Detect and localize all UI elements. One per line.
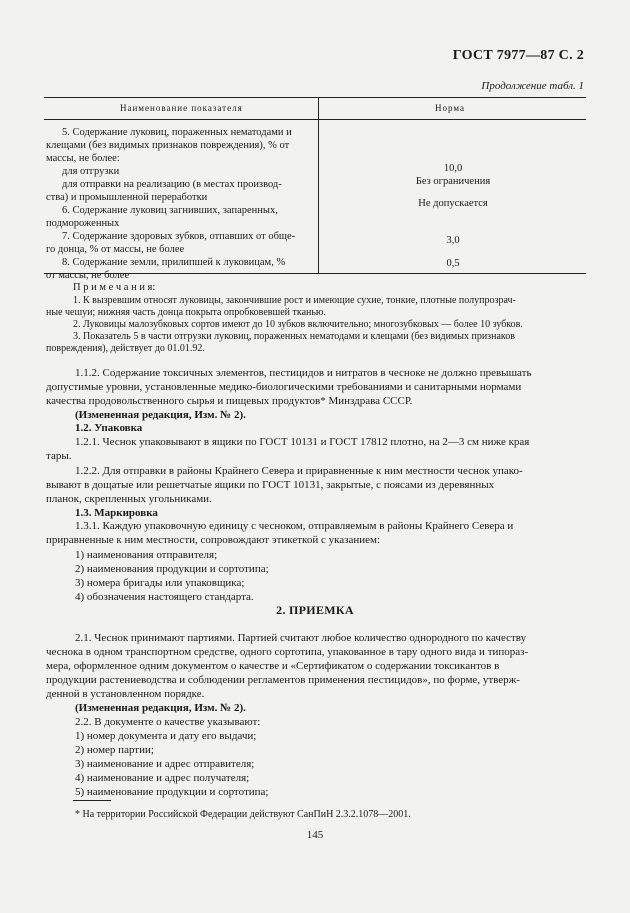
table-row-indicator: от массы, не более <box>46 270 130 281</box>
table-row-indicator: клещами (без видимых признаков повреждения), % от <box>46 140 290 151</box>
table-header-indicator: Наименование показателя <box>120 103 243 113</box>
table-continuation-caption: Продолжение табл. 1 <box>481 80 584 92</box>
note-line: 1. К вызревшим относят луковицы, закончившие рост и имеющие сухие, тонкие, плотные полупрозрач- <box>73 295 516 306</box>
edition-note: (Измененная редакция, Изм. № 2). <box>75 702 246 714</box>
footnote: * На территории Российской Федерации действуют СанПиН 2.3.2.1078—2001. <box>75 809 411 820</box>
table-row-indicator: для отправки на реализацию (в местах производ- <box>62 179 282 190</box>
paragraph-line: 1.1.2. Содержание токсичных элементов, пестицидов и нитратов в чесноке не должно превышать <box>75 367 532 379</box>
table-row-norm: Без ограничения <box>415 176 491 187</box>
table-row-indicator: 6. Содержание луковиц загнивших, запаренных, <box>62 205 278 216</box>
table-column-divider <box>318 97 319 273</box>
table-row-indicator: для отгрузки <box>62 166 120 177</box>
paragraph-line: 2.1. Чеснок принимают партиями. Партией считают любое количество однородного по качеству <box>75 632 527 644</box>
table-row-norm: Не допускается <box>418 198 488 209</box>
paragraph-line: 1.3.1. Каждую упаковочную единицу с чесноком, отправляемым в районы Крайнего Севера и <box>75 520 514 532</box>
paragraph-line: приравненные к ним местности, сопровождают этикеткой с указанием: <box>46 534 381 546</box>
table-bottom-rule <box>44 273 586 274</box>
paragraph-line: качества продовольственного сырья и пищевых продуктов* Минздрава СССР. <box>46 395 413 407</box>
paragraph-line: мера, оформленное одним документом о качестве и «Сертификатом о содержании токсикантов в <box>46 660 500 672</box>
list-item: 4) обозначения настоящего стандарта. <box>75 591 254 603</box>
paragraph-line: допустимые уровни, установленные медико-биологическими требованиями и санитарными нормами <box>46 381 522 393</box>
paragraph-line: денной в установленном порядке. <box>46 688 205 700</box>
note-line: повреждения), действует до 01.01.92. <box>46 343 205 354</box>
notes-heading: П р и м е ч а н и я: <box>73 282 156 293</box>
list-item: 3) номера бригады или упаковщика; <box>75 577 245 589</box>
section-title-acceptance: 2. ПРИЕМКА <box>276 603 354 617</box>
paragraph-line: тары. <box>46 450 72 462</box>
page-header-title: ГОСТ 7977—87 С. 2 <box>452 48 584 63</box>
table-row-indicator: 5. Содержание луковиц, пораженных нематодами и <box>62 127 292 138</box>
edition-note: (Измененная редакция, Изм. № 2). <box>75 409 246 421</box>
table-row-indicator: 7. Содержание здоровых зубков, отпавших от обще- <box>62 231 296 242</box>
subsection-heading-packaging: 1.2. Упаковка <box>75 422 143 434</box>
table-row-indicator: 8. Содержание земли, прилипшей к луковицам, % <box>62 257 286 268</box>
list-item: 2) номер партии; <box>75 744 154 756</box>
note-line: ные чешуи; нижняя часть донца покрыта опробковевшей тканью. <box>46 307 326 318</box>
table-row-indicator: го донца, % от массы, не более <box>46 244 185 255</box>
list-item: 4) наименование и адрес получателя; <box>75 772 250 784</box>
table-row-indicator: подмороженных <box>46 218 120 229</box>
list-item: 2) наименования продукции и сортотипа; <box>75 563 269 575</box>
paragraph-line: 1.2.1. Чеснок упаковывают в ящики по ГОСТ 10131 и ГОСТ 17812 плотно, на 2—3 см ниже края <box>75 436 530 448</box>
note-line: 2. Луковицы малозубковых сортов имеют до 10 зубков включительно; многозубковых — более 10 зубков. <box>73 319 523 330</box>
page-number: 145 <box>306 829 324 841</box>
list-item: 5) наименование продукции и сортотипа; <box>75 786 269 798</box>
list-item: 1) наименования отправителя; <box>75 549 218 561</box>
table-row-norm: 0,5 <box>446 258 460 269</box>
table-header-rule <box>44 119 586 120</box>
table-top-rule <box>44 97 586 98</box>
paragraph-line: чеснока в одном транспортном средстве, одного сортотипа, упакованное в тару одного вида и типораз- <box>46 646 529 658</box>
footnote-rule <box>73 800 111 801</box>
table-header-norm: Норма <box>435 103 465 113</box>
paragraph-line: 2.2. В документе о качестве указывают: <box>75 716 261 728</box>
subsection-heading-marking: 1.3. Маркировка <box>75 507 158 519</box>
list-item: 1) номер документа и дату его выдачи; <box>75 730 257 742</box>
paragraph-line: 1.2.2. Для отправки в районы Крайнего Севера и приравненные к ним местности чеснок упако- <box>75 465 523 477</box>
note-line: 3. Показатель 5 в части отгрузки луковиц, пораженных нематодами и клещами (без видимых признаков <box>73 331 515 342</box>
list-item: 3) наименование и адрес отправителя; <box>75 758 255 770</box>
table-row-norm: 3,0 <box>446 235 460 246</box>
paragraph-line: продукции растениеводства и соблюдении регламентов применения пестицидов», по форме, утверж- <box>46 674 520 686</box>
paragraph-line: вывают в дощатые или решетчатые ящики по ГОСТ 10131, закрытые, с поясами из деревянных <box>46 479 495 491</box>
table-row-indicator: массы, не более: <box>46 153 120 164</box>
table-row-norm: 10,0 <box>443 163 463 174</box>
paragraph-line: планок, скрепленных угольниками. <box>46 493 212 505</box>
table-row-indicator: ства) и промышленной переработки <box>46 192 208 203</box>
